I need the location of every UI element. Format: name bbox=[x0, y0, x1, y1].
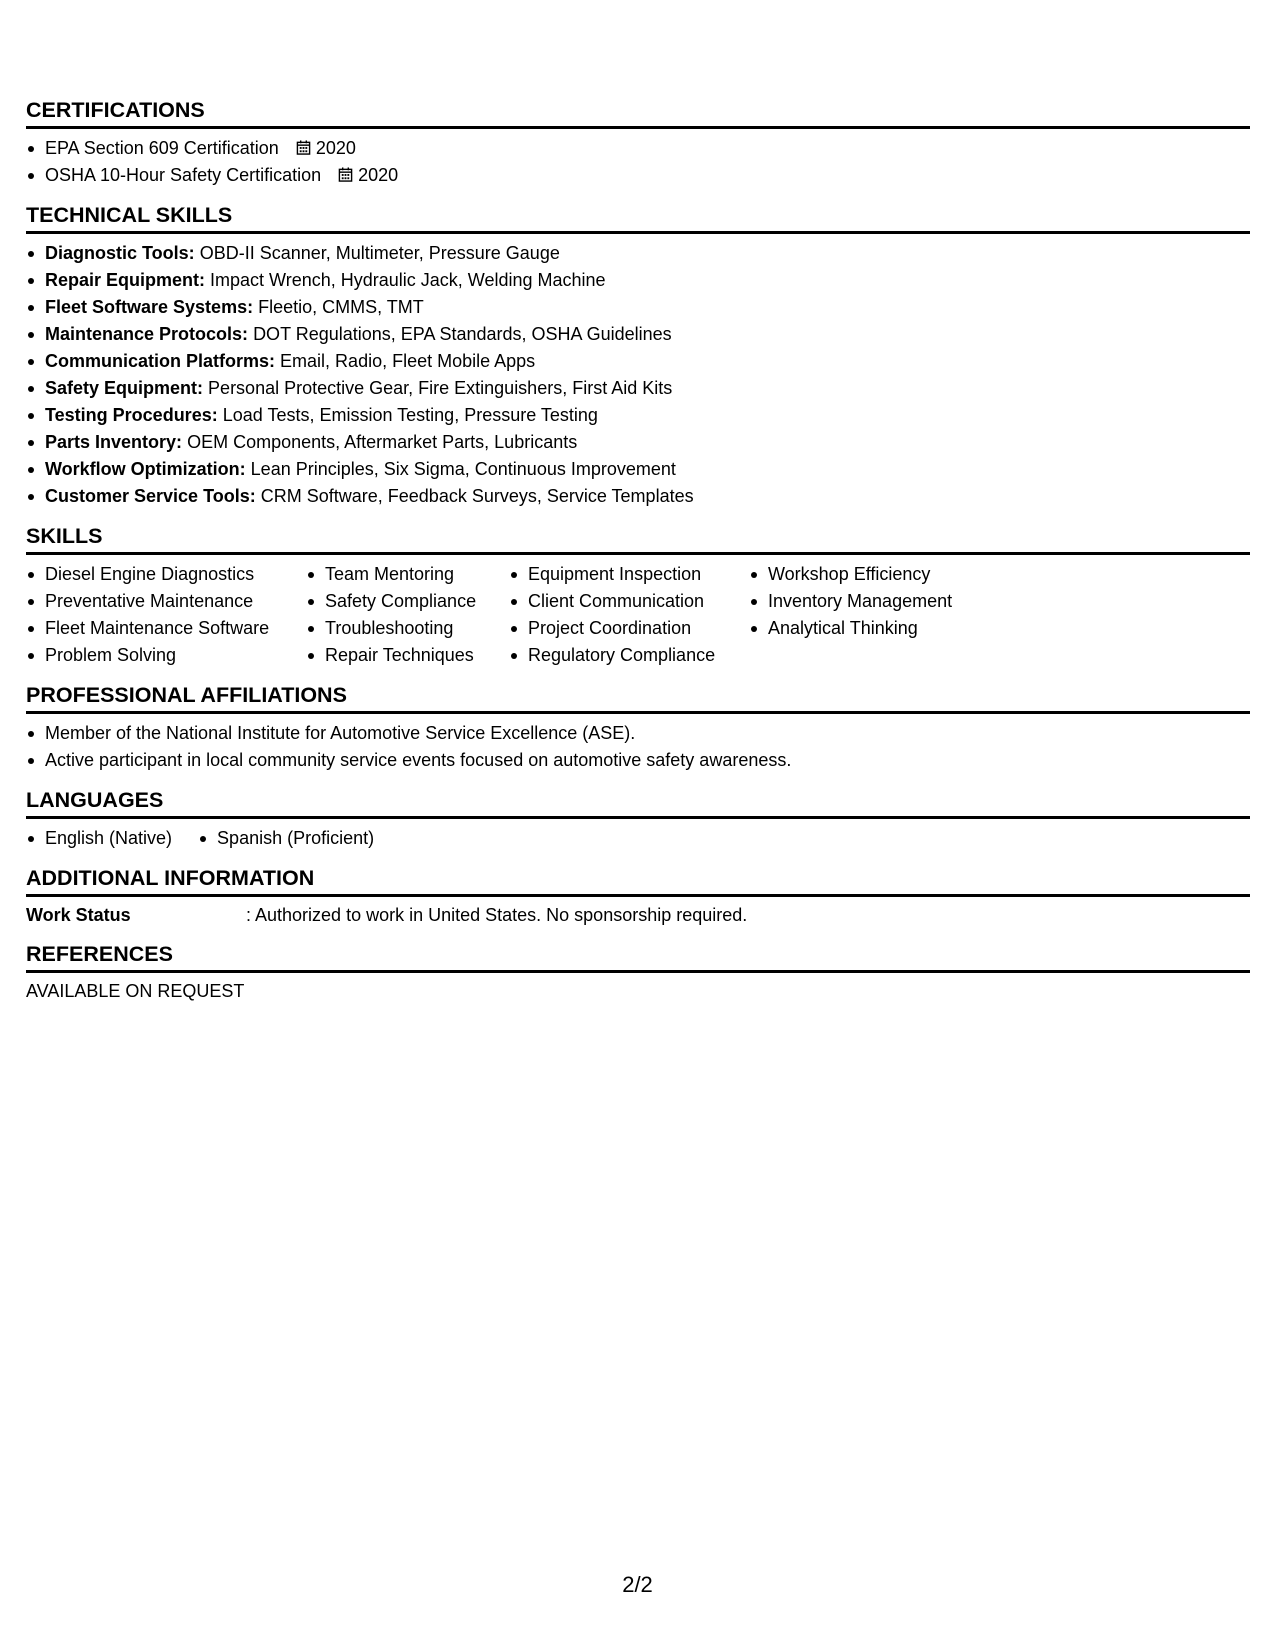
skill-category: Workflow Optimization: bbox=[45, 459, 246, 479]
list-item: Fleet Maintenance Software bbox=[26, 615, 284, 642]
list-item bbox=[26, 375, 1250, 402]
certification-name: OSHA 10-Hour Safety Certification bbox=[45, 165, 322, 185]
skill-category: Diagnostic Tools: bbox=[45, 243, 195, 263]
list-item: Member of the National Institute for Automotive Service Excellence (ASE). bbox=[26, 720, 1250, 747]
calendar-icon bbox=[338, 167, 353, 182]
skill-values: DOT Regulations, EPA Standards, OSHA Guidelines bbox=[253, 324, 672, 344]
section-title: ADDITIONAL INFORMATION bbox=[26, 864, 1250, 897]
list-item bbox=[26, 402, 1250, 429]
skill-category: Fleet Software Systems: bbox=[45, 297, 254, 317]
list-item: English (Native) bbox=[26, 825, 172, 852]
certification-name: EPA Section 609 Certification bbox=[45, 138, 279, 158]
technical-skills-list bbox=[26, 240, 1250, 510]
skill-values: Lean Principles, Six Sigma, Continuous Improvement bbox=[250, 459, 676, 479]
calendar-icon bbox=[296, 140, 311, 155]
technical-skills-section bbox=[26, 201, 1250, 510]
list-item bbox=[26, 429, 1250, 456]
section-title: REFERENCES bbox=[26, 940, 1250, 973]
list-item: Equipment Inspection bbox=[509, 561, 727, 588]
list-item: Project Coordination bbox=[509, 615, 727, 642]
additional-information-section bbox=[26, 864, 1250, 928]
list-item: Active participant in local community service events focused on automotive safety awareness. bbox=[26, 747, 1250, 774]
skills-section bbox=[26, 522, 1250, 669]
references-section bbox=[26, 940, 1250, 1003]
skill-category: Safety Equipment: bbox=[45, 378, 204, 398]
resume-page bbox=[26, 96, 1250, 1015]
list-item bbox=[26, 135, 1250, 162]
certification-year: 2020 bbox=[358, 165, 399, 185]
skill-category: Testing Procedures: bbox=[45, 405, 218, 425]
list-item: Spanish (Proficient) bbox=[198, 825, 374, 852]
certifications-section bbox=[26, 96, 1250, 189]
list-item bbox=[26, 456, 1250, 483]
list-item: Safety Compliance bbox=[306, 588, 487, 615]
certifications-list bbox=[26, 135, 1250, 189]
skills-grid bbox=[26, 561, 1250, 669]
skills-column bbox=[509, 561, 727, 669]
work-status-row bbox=[26, 903, 1250, 928]
affiliations-section bbox=[26, 681, 1250, 774]
list-item: Inventory Management bbox=[749, 588, 952, 615]
section-title: SKILLS bbox=[26, 522, 1250, 555]
certification-year: 2020 bbox=[315, 138, 356, 158]
list-item: Regulatory Compliance bbox=[509, 642, 727, 669]
skill-values: Fleetio, CMMS, TMT bbox=[258, 297, 424, 317]
list-item bbox=[26, 294, 1250, 321]
skills-column bbox=[749, 561, 952, 669]
list-item bbox=[26, 162, 1250, 189]
list-item bbox=[26, 267, 1250, 294]
skill-category: Repair Equipment: bbox=[45, 270, 206, 290]
list-item: Team Mentoring bbox=[306, 561, 487, 588]
list-item: Preventative Maintenance bbox=[26, 588, 284, 615]
list-item: Client Communication bbox=[509, 588, 727, 615]
affiliations-list bbox=[26, 720, 1250, 774]
languages-section bbox=[26, 786, 1250, 852]
languages-list bbox=[26, 825, 1250, 852]
skill-values: OBD-II Scanner, Multimeter, Pressure Gauge bbox=[199, 243, 560, 263]
list-item bbox=[26, 240, 1250, 267]
list-item: Problem Solving bbox=[26, 642, 284, 669]
skills-column bbox=[26, 561, 284, 669]
skill-values: Load Tests, Emission Testing, Pressure Testing bbox=[222, 405, 598, 425]
section-title: CERTIFICATIONS bbox=[26, 96, 1250, 129]
skill-values: CRM Software, Feedback Surveys, Service Templates bbox=[260, 486, 694, 506]
references-text: AVAILABLE ON REQUEST bbox=[26, 981, 245, 1001]
list-item: Workshop Efficiency bbox=[749, 561, 952, 588]
section-title: PROFESSIONAL AFFILIATIONS bbox=[26, 681, 1250, 714]
skill-category: Customer Service Tools: bbox=[45, 486, 256, 506]
skill-category: Parts Inventory: bbox=[45, 432, 183, 452]
list-item: Analytical Thinking bbox=[749, 615, 952, 642]
list-item: Repair Techniques bbox=[306, 642, 487, 669]
skill-category: Maintenance Protocols: bbox=[45, 324, 249, 344]
list-item: Troubleshooting bbox=[306, 615, 487, 642]
list-item bbox=[26, 483, 1250, 510]
work-status-value: : Authorized to work in United States. No sponsorship required. bbox=[246, 905, 748, 925]
list-item bbox=[26, 348, 1250, 375]
section-title: LANGUAGES bbox=[26, 786, 1250, 819]
skill-values: Personal Protective Gear, Fire Extinguishers, First Aid Kits bbox=[208, 378, 673, 398]
skill-values: OEM Components, Aftermarket Parts, Lubricants bbox=[187, 432, 578, 452]
skill-category: Communication Platforms: bbox=[45, 351, 276, 371]
skills-column bbox=[306, 561, 487, 669]
list-item bbox=[26, 321, 1250, 348]
work-status-label: Work Status bbox=[26, 905, 131, 925]
list-item: Diesel Engine Diagnostics bbox=[26, 561, 284, 588]
skill-values: Email, Radio, Fleet Mobile Apps bbox=[280, 351, 536, 371]
skill-values: Impact Wrench, Hydraulic Jack, Welding Machine bbox=[210, 270, 606, 290]
section-title: TECHNICAL SKILLS bbox=[26, 201, 1250, 234]
page-number: 2/2 bbox=[622, 1572, 653, 1597]
